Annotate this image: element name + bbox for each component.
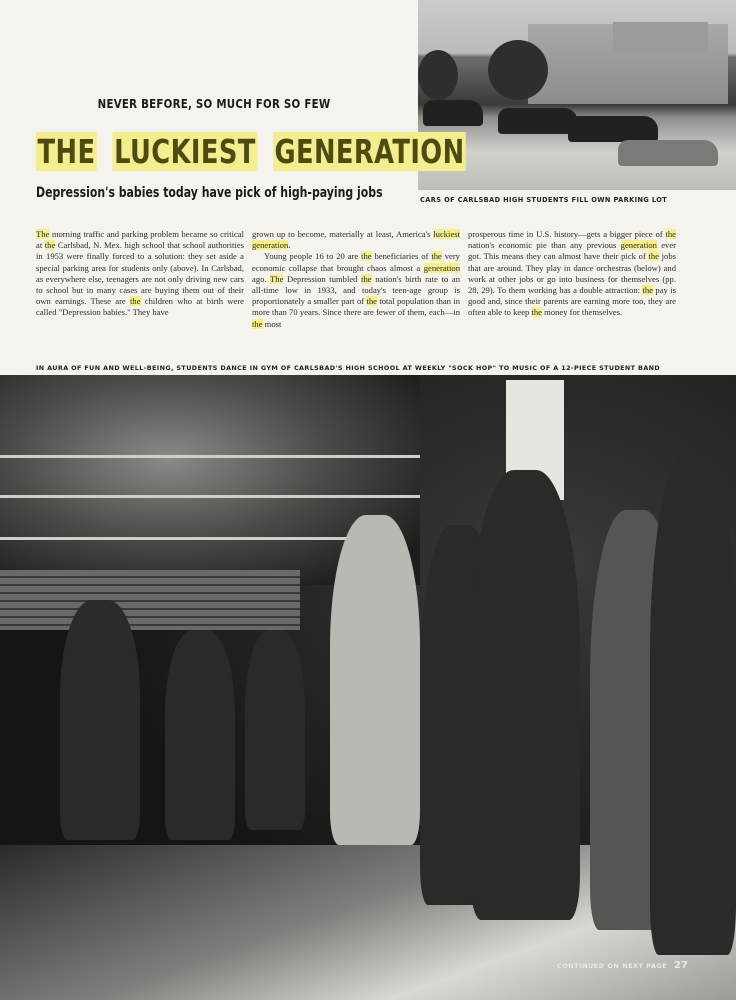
top-photo-caption: CARS OF CARLSBAD HIGH STUDENTS FILL OWN PARKING LOT bbox=[420, 196, 668, 204]
body-text: money for themselves. bbox=[541, 307, 623, 318]
body-text: ago. bbox=[252, 273, 271, 284]
continued-notice: CONTINUED ON NEXT PAGE bbox=[557, 962, 668, 970]
headline-word: GENERATION bbox=[274, 132, 465, 171]
band-member bbox=[60, 600, 140, 840]
school-building-tower bbox=[613, 22, 708, 52]
highlighted-text: the bbox=[366, 296, 377, 307]
body-paragraph bbox=[252, 251, 460, 329]
dancer bbox=[470, 470, 580, 920]
headline-word: THE bbox=[37, 132, 96, 171]
car bbox=[423, 100, 483, 126]
body-text: Carlsbad, N. Mex. high school that school authorities in 1953 were finally forced to a solution: they set aside a special parking area for students only (above). In Carlsbad, as everywhere else, teenagers are not only driving new cars to school but in many cases are buying them out of their own earnings. These are bbox=[36, 240, 244, 307]
dancer bbox=[650, 455, 736, 955]
highlighted-text: The bbox=[270, 273, 284, 284]
railing bbox=[0, 495, 420, 498]
car bbox=[618, 140, 718, 166]
body-text: total population than in more than 70 years. Since there are fewer of them, each—in bbox=[252, 296, 460, 318]
highlighted-text: generation bbox=[620, 240, 657, 251]
body-text: . bbox=[288, 240, 291, 251]
body-paragraph bbox=[252, 229, 460, 251]
highlighted-text: the bbox=[531, 307, 542, 318]
band-member bbox=[245, 630, 305, 830]
highlighted-text: the bbox=[431, 251, 442, 262]
body-text: ever got. This means they can almost have their pick of bbox=[468, 240, 677, 262]
highlighted-text: luckiest generation bbox=[252, 229, 460, 251]
headline-word: LUCKIEST bbox=[114, 132, 256, 171]
body-paragraph bbox=[36, 229, 244, 319]
body-text: prosperous time in U.S. history—gets a bigger piece of bbox=[468, 229, 666, 239]
body-text: Young people 16 to 20 are bbox=[264, 251, 362, 262]
body-text: nation's economic pie than any previous bbox=[468, 240, 621, 251]
highlighted-text: The bbox=[36, 229, 50, 239]
body-text: beneficiaries of bbox=[371, 251, 432, 262]
highlighted-text: the bbox=[361, 251, 372, 262]
body-text: nation's birth rate to an all-time low in 1933, and today's teen-age group is proportionately a smaller part of bbox=[252, 273, 460, 307]
railing bbox=[0, 537, 400, 540]
band-member bbox=[165, 630, 235, 840]
dancer bbox=[330, 515, 420, 845]
body-paragraph bbox=[468, 229, 676, 319]
body-text: pay is good and, since their parents are earning more too, they are often able to keep bbox=[468, 285, 676, 318]
highlighted-text: the bbox=[252, 318, 263, 329]
body-text: morning traffic and parking problem became so critical at bbox=[36, 229, 244, 251]
highlighted-text: the bbox=[130, 296, 141, 307]
highlighted-text: the bbox=[648, 251, 659, 262]
subtitle: Depression's babies today have pick of high-paying jobs bbox=[36, 185, 383, 201]
page-number: 27 bbox=[674, 960, 688, 971]
railing bbox=[0, 455, 420, 458]
body-column-3 bbox=[468, 229, 676, 319]
main-photo-caption: IN AURA OF FUN AND WELL-BEING, STUDENTS DANCE IN GYM OF CARLSBAD'S HIGH SCHOOL AT WEEKLY "SOCK HOP" TO MUSIC OF A 12-PIECE STUDENT BAND bbox=[36, 364, 661, 372]
body-text: children who at birth were called "Depression babies." They have bbox=[36, 296, 245, 318]
highlighted-text: the bbox=[44, 240, 56, 251]
tree bbox=[488, 40, 548, 100]
highlighted-text: the bbox=[665, 229, 676, 239]
body-text: jobs that are around. They play in dance orchestras (below) and work at other jobs or go into business for themselves (pp. 28, 29). To them working has a double attraction: bbox=[468, 251, 676, 296]
car bbox=[498, 108, 578, 134]
tree bbox=[418, 50, 458, 100]
highlighted-text: the bbox=[642, 285, 653, 296]
highlighted-text: generation bbox=[423, 262, 460, 273]
body-text: Depression tumbled bbox=[283, 273, 362, 284]
highlighted-text: the bbox=[361, 273, 372, 284]
body-text: most bbox=[262, 318, 282, 329]
body-column-2 bbox=[252, 229, 460, 330]
sock-hop-photo bbox=[0, 375, 736, 1000]
body-text: very economic collapse that brought chaos almost a bbox=[252, 251, 460, 273]
kicker: NEVER BEFORE, SO MUCH FOR SO FEW bbox=[97, 96, 331, 111]
car bbox=[568, 116, 658, 142]
brick-wall bbox=[0, 570, 300, 630]
body-text: grown up to become, materially at least, America's bbox=[252, 229, 434, 239]
headline bbox=[36, 132, 465, 171]
body-column-1 bbox=[36, 229, 244, 319]
